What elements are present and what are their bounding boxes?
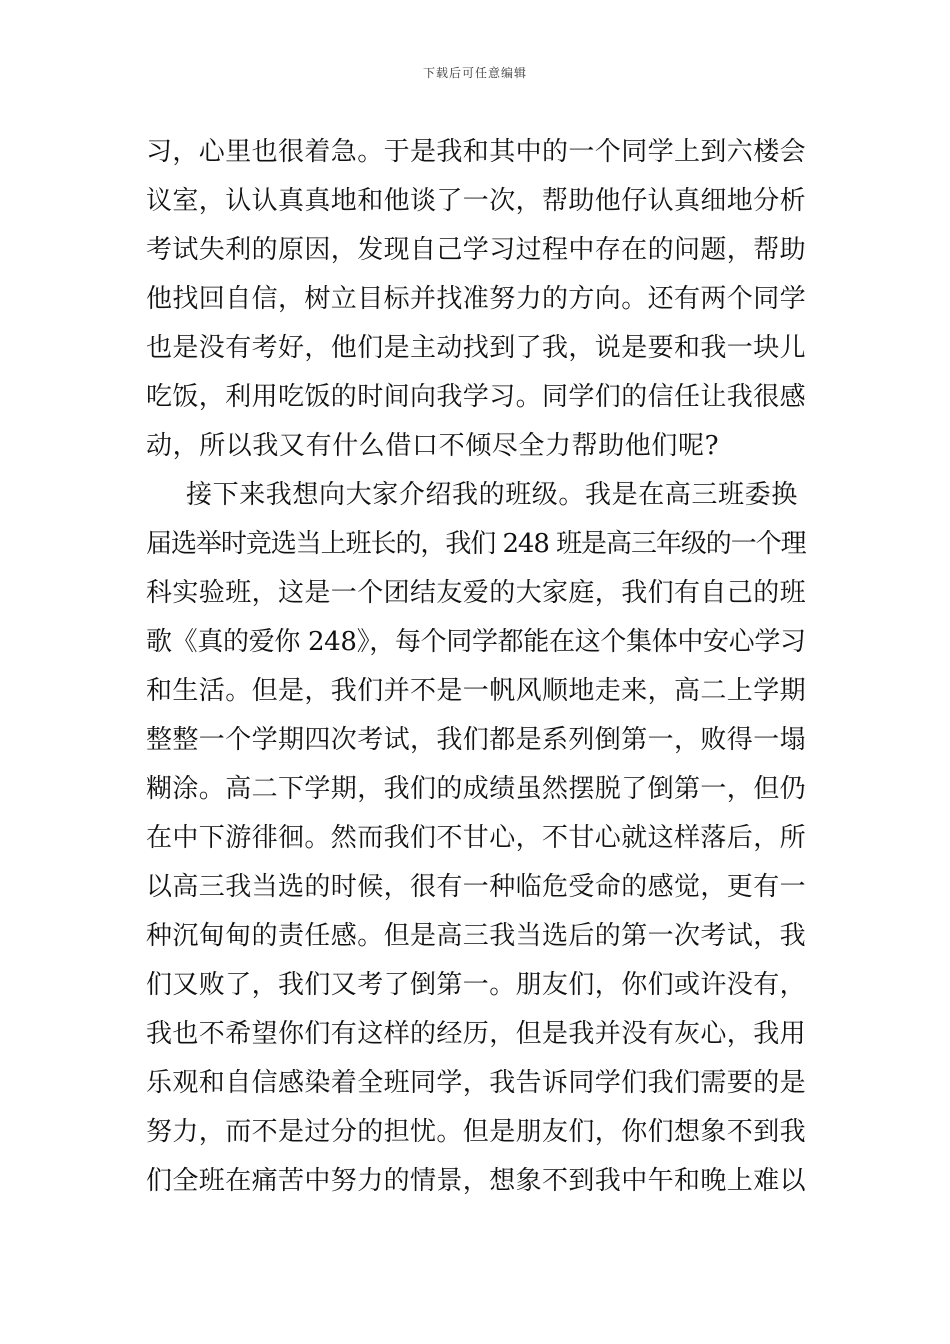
- text-line: 动，所以我又有什么借口不倾尽全力帮助他们呢?: [146, 431, 720, 461]
- text-line: 在中下游徘徊。然而我们不甘心，不甘心就这样落后，所: [146, 823, 807, 853]
- paragraph-1: [146, 128, 806, 471]
- text-line: 他找回自信，树立目标并找准努力的方向。还有两个同学: [146, 284, 807, 314]
- paragraph-2: [146, 471, 806, 1255]
- text-line: 以高三我当选的时候，很有一种临危受命的感觉，更有一: [146, 872, 807, 902]
- text-line: 们全班在痛苦中努力的情景，想象不到我中午和晚上难以: [146, 1166, 807, 1196]
- text-line: 也是没有考好，他们是主动找到了我，说是要和我一块儿: [146, 333, 807, 363]
- text-line: [146, 1206, 806, 1255]
- text-line: 们又败了，我们又考了倒第一。朋友们，你们或许没有，: [146, 970, 807, 1000]
- text-line: 科实验班，这是一个团结友爱的大家庭，我们有自己的班: [146, 578, 807, 608]
- text-line: 接下来我想向大家介绍我的班级。我是在高三班委换: [186, 480, 798, 510]
- text-line: 努力，而不是过分的担忧。但是朋友们，你们想象不到我: [146, 1117, 807, 1147]
- text-line: 整整一个学期四次考试，我们都是系列倒第一，败得一塌: [146, 725, 807, 755]
- text-line: 糊涂。高二下学期，我们的成绩虽然摆脱了倒第一，但仍: [146, 774, 807, 804]
- text-line: 乐观和自信感染着全班同学，我告诉同学们我们需要的是: [146, 1068, 807, 1098]
- text-line: 和生活。但是，我们并不是一帆风顺地走来，高二上学期: [146, 676, 807, 706]
- text-line: 考试失利的原因，发现自己学习过程中存在的问题，帮助: [146, 235, 807, 265]
- text-line: 届选举时竞选当上班长的，我们 248 班是高三年级的一个理: [146, 529, 806, 559]
- text-line: 歌《真的爱你 248》，每个同学都能在这个集体中安心学习: [146, 627, 806, 657]
- document-body: [146, 128, 806, 1255]
- text-line: 议室，认认真真地和他谈了一次，帮助他仔认真细地分析: [146, 186, 807, 216]
- page-header-note: 下载后可任意编辑: [422, 66, 527, 80]
- text-line: 习，心里也很着急。于是我和其中的一个同学上到六楼会: [146, 137, 807, 167]
- text-line: 吃饭，利用吃饭的时间向我学习。同学们的信任让我很感: [146, 382, 807, 412]
- text-line: 种沉甸甸的责任感。但是高三我当选后的第一次考试，我: [146, 921, 807, 951]
- text-line: 我也不希望你们有这样的经历，但是我并没有灰心，我用: [146, 1019, 807, 1049]
